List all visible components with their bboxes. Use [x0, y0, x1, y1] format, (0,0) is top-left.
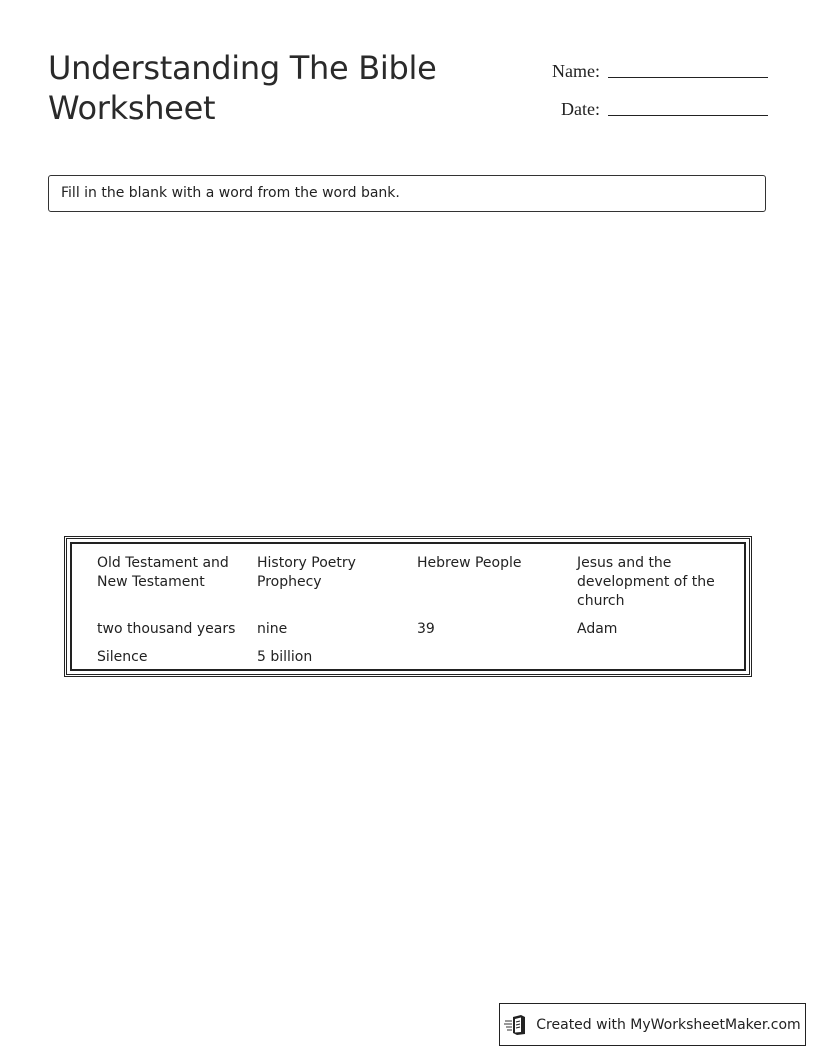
instructions-text: Fill in the blank with a word from the word bank. — [61, 185, 400, 201]
word-bank-item: Old Testament and New Testament — [97, 555, 229, 590]
worksheet-title — [48, 48, 488, 128]
name-blank-line[interactable] — [608, 76, 768, 78]
word-bank — [64, 536, 752, 677]
word-bank-item: 5 billion — [257, 649, 313, 665]
name-label: Name: — [552, 61, 600, 81]
word-bank-item: Jesus and the development of the church — [577, 555, 715, 609]
word-bank-item: Hebrew People — [417, 555, 522, 571]
word-bank-grid — [97, 554, 744, 667]
title-line-1: Understanding The Bible — [48, 49, 437, 87]
word-bank-item: nine — [257, 621, 288, 637]
instructions-box — [48, 175, 766, 212]
word-bank-item: Silence — [97, 649, 148, 665]
name-date-fields — [468, 50, 768, 126]
date-field — [468, 88, 768, 126]
word-bank-inner-border — [70, 542, 746, 671]
word-bank-item: History Poetry Prophecy — [257, 555, 356, 590]
book-logo-icon — [504, 1014, 528, 1036]
credit-badge[interactable] — [499, 1003, 806, 1046]
date-label: Date: — [561, 99, 600, 119]
word-bank-item: 39 — [417, 621, 435, 637]
credit-text: Created with MyWorksheetMaker.com — [536, 1016, 801, 1033]
title-line-2: Worksheet — [48, 89, 216, 127]
word-bank-item: two thousand years — [97, 621, 236, 637]
date-blank-line[interactable] — [608, 114, 768, 116]
name-field — [468, 50, 768, 88]
word-bank-item: Adam — [577, 621, 618, 637]
